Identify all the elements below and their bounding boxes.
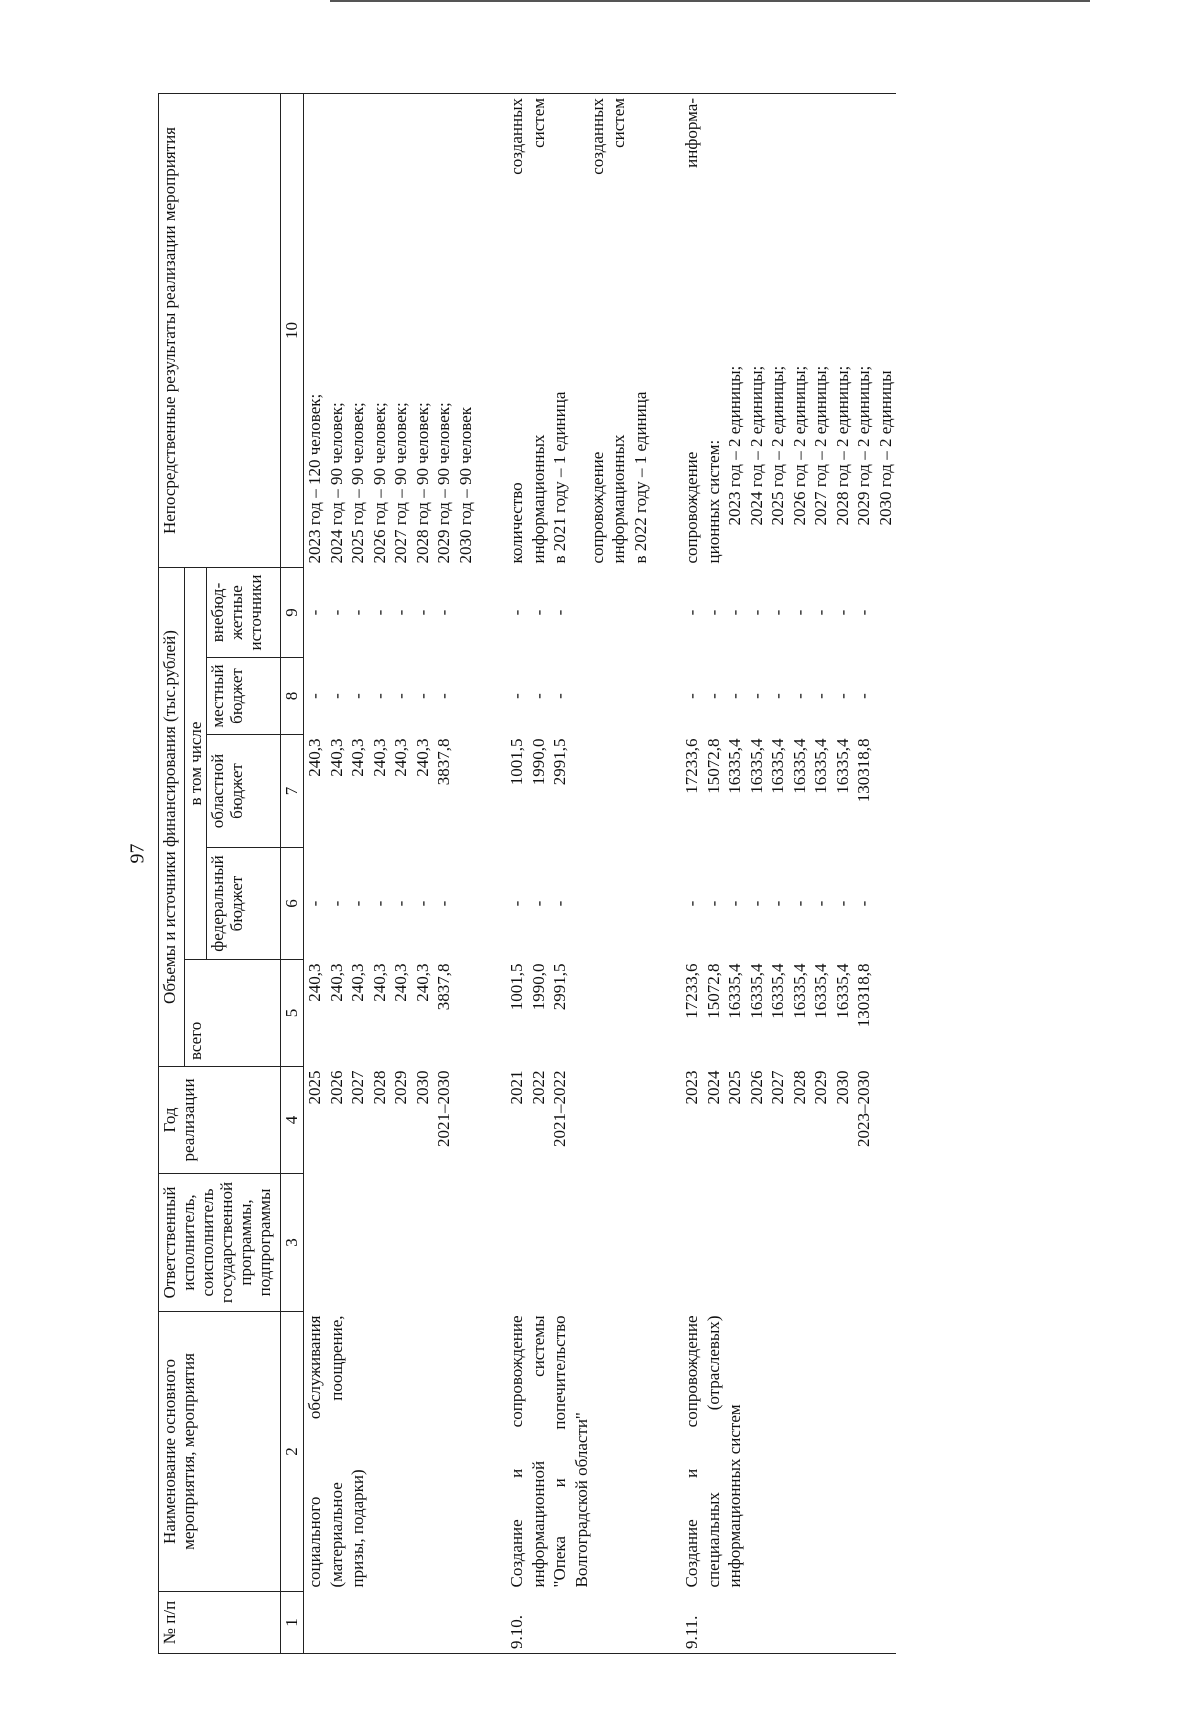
column-number-9: 9 [281, 568, 304, 658]
federal-value: - [507, 900, 526, 907]
scan-edge-line [330, 0, 1090, 2]
name-line: (материальное поощрение, [326, 1315, 346, 1588]
header-num: № п/п [159, 1592, 281, 1654]
total-value: 240,3 [391, 963, 410, 1002]
row-number: 9.10. [506, 1592, 651, 1654]
total-value: 240,3 [348, 963, 367, 1002]
name-line: информационной системы [528, 1315, 548, 1588]
spacer-cell [651, 1592, 681, 1654]
col-regional [304, 735, 477, 848]
extra-value: - [550, 609, 569, 616]
column-numbers-row [281, 94, 304, 1654]
result-line: в 2022 году – 1 единица [630, 391, 650, 564]
page-number: 97 [126, 843, 149, 864]
name-line: призы, подарки) [348, 1469, 367, 1588]
column-number-6: 6 [281, 848, 304, 960]
years-value: 2028 [369, 1070, 389, 1105]
spacer-cell [651, 1067, 681, 1174]
extra-value: - [348, 609, 367, 616]
local-value: - [811, 693, 830, 699]
program-table [158, 93, 896, 1654]
extra-value: - [789, 609, 809, 616]
result-line: 2029 год – 2 единицы; [854, 365, 873, 526]
total-value: 240,3 [305, 963, 324, 1002]
local-value: - [789, 693, 809, 699]
spacer-cell [476, 568, 506, 658]
result-text [506, 94, 651, 568]
total-value: 15072,8 [703, 963, 723, 1019]
total-value: 16335,4 [746, 963, 766, 1019]
col-extra [681, 568, 896, 658]
col-extra [506, 568, 651, 658]
federal-value: - [326, 900, 346, 907]
name-line: Создание и сопровождение [507, 1315, 526, 1588]
years-value: 2026 [746, 1070, 766, 1105]
result-line: 2025 год – 90 человек; [348, 402, 367, 564]
col-regional [681, 735, 896, 848]
spacer-cell [651, 1174, 681, 1312]
name-line: информационных систем [725, 1404, 744, 1588]
extra-value: - [434, 609, 453, 616]
local-value: - [528, 693, 548, 699]
local-value: - [703, 693, 723, 699]
regional-value: 240,3 [326, 738, 346, 777]
extra-value: - [832, 609, 852, 616]
federal-value: - [682, 900, 701, 907]
regional-value: 16335,4 [811, 738, 830, 794]
federal-value: - [725, 900, 744, 907]
column-number-3: 3 [281, 1174, 304, 1312]
col-years [304, 1067, 477, 1174]
spacer-cell [476, 735, 506, 848]
years-value: 2023 [682, 1070, 701, 1105]
header-total: всего [185, 960, 281, 1067]
federal-value: - [703, 900, 723, 907]
federal-value: - [369, 900, 389, 907]
total-value: 1990,0 [528, 963, 548, 1011]
regional-value: 130318,8 [854, 738, 873, 803]
local-value: - [369, 693, 389, 699]
regional-value: 17233,6 [682, 738, 701, 794]
result-line: 2029 год – 90 человек; [434, 402, 453, 564]
result-line: 2025 год – 2 единицы; [768, 365, 787, 526]
extra-value: - [412, 609, 432, 616]
column-number-2: 2 [281, 1312, 304, 1592]
regional-value: 16335,4 [832, 738, 852, 794]
extra-value: - [811, 609, 830, 616]
total-value: 1001,5 [507, 963, 526, 1011]
extra-value: - [507, 609, 526, 616]
total-value: 16335,4 [811, 963, 830, 1019]
extra-value: - [854, 609, 873, 616]
total-value: 240,3 [369, 963, 389, 1002]
col-federal [506, 848, 651, 960]
spacer-cell [476, 1592, 506, 1654]
federal-value: - [434, 900, 453, 907]
result-line: в 2021 году – 1 единица [550, 391, 569, 564]
regional-value: 1990,0 [528, 738, 548, 786]
column-number-7: 7 [281, 735, 304, 848]
result-line: информационных систем [609, 98, 628, 564]
col-years [681, 1067, 896, 1174]
total-value: 3837,8 [434, 963, 453, 1011]
years-value: 2023–2030 [854, 1070, 873, 1147]
federal-value: - [768, 900, 787, 907]
spacer-cell [651, 568, 681, 658]
local-value: - [391, 693, 410, 699]
years-value: 2030 [832, 1070, 852, 1105]
table-row [506, 94, 651, 1654]
extra-value: - [768, 609, 787, 616]
col-federal [304, 848, 477, 960]
total-value: 16335,4 [789, 963, 809, 1019]
result-line: сопровождение созданных [587, 98, 607, 564]
local-value: - [550, 693, 569, 699]
header-regional: областной бюджет [207, 735, 281, 848]
col-federal [681, 848, 896, 960]
federal-value: - [528, 900, 548, 907]
measure-name [506, 1312, 651, 1592]
column-number-1: 1 [281, 1592, 304, 1654]
years-value: 2025 [725, 1070, 744, 1105]
column-number-10: 10 [281, 94, 304, 568]
local-value: - [434, 693, 453, 699]
spacer-cell [651, 848, 681, 960]
total-value: 2991,5 [550, 963, 569, 1011]
spacer-cell [651, 735, 681, 848]
extra-value: - [746, 609, 766, 616]
regional-value: 240,3 [412, 738, 432, 777]
federal-value: - [412, 900, 432, 907]
row-spacer [476, 94, 506, 1654]
federal-value: - [854, 900, 873, 907]
result-line: 2028 год – 2 единицы; [832, 365, 852, 526]
regional-value: 240,3 [348, 738, 367, 777]
spacer-cell [651, 94, 681, 568]
local-value: - [832, 693, 852, 699]
years-value: 2026 [326, 1070, 346, 1105]
local-value: - [326, 693, 346, 699]
table-header [159, 94, 281, 1654]
spacer-cell [651, 1312, 681, 1592]
total-value: 16335,4 [725, 963, 744, 1019]
extra-value: - [725, 609, 744, 616]
local-value: - [682, 693, 701, 699]
local-value: - [305, 693, 324, 699]
local-value: - [768, 693, 787, 699]
spacer-cell [476, 658, 506, 735]
header-name: Наименование основного мероприятия, мероприятия [159, 1312, 281, 1592]
spacer-cell [476, 1312, 506, 1592]
federal-value: - [305, 900, 324, 907]
total-value: 17233,6 [682, 963, 701, 1019]
regional-value: 240,3 [369, 738, 389, 777]
federal-value: - [550, 900, 569, 907]
table-row [304, 94, 477, 1654]
executor [681, 1174, 896, 1312]
result-line: 2027 год – 2 единицы; [811, 365, 830, 526]
result-gap [571, 98, 587, 564]
spacer-cell [476, 1174, 506, 1312]
local-value: - [725, 693, 744, 699]
federal-value: - [789, 900, 809, 907]
measure-name [304, 1312, 477, 1592]
result-line: 2023 год – 120 человек; [305, 393, 324, 564]
spacer-cell [651, 960, 681, 1067]
local-value: - [746, 693, 766, 699]
years-value: 2021–2022 [550, 1070, 569, 1147]
years-value: 2022 [528, 1070, 548, 1105]
years-value: 2029 [811, 1070, 830, 1105]
years-value: 2027 [348, 1070, 367, 1105]
result-text [681, 94, 896, 568]
result-line: 2026 год – 90 человек; [369, 402, 389, 564]
federal-value: - [832, 900, 852, 907]
header-federal: федеральный бюджет [207, 848, 281, 960]
regional-value: 16335,4 [768, 738, 787, 794]
executor [304, 1174, 477, 1312]
result-text [304, 94, 477, 568]
header-including: в том числе [185, 568, 207, 960]
extra-value: - [703, 609, 723, 616]
column-number-8: 8 [281, 658, 304, 735]
name-line: специальных (отраслевых) [703, 1315, 723, 1588]
header-extra: внебюд-жетные источники [207, 568, 281, 658]
name-line: "Опека и попечительство [550, 1315, 569, 1588]
result-line: 2023 год – 2 единицы; [725, 365, 744, 526]
extra-value: - [305, 609, 324, 616]
regional-value: 240,3 [391, 738, 410, 777]
extra-value: - [391, 609, 410, 616]
col-total [304, 960, 477, 1067]
total-value: 240,3 [412, 963, 432, 1002]
years-value: 2024 [703, 1070, 723, 1105]
total-value: 240,3 [326, 963, 346, 1002]
header-executor: Ответственный исполнитель, соисполнитель государственной программы, подпрограммы [159, 1174, 281, 1312]
col-years [506, 1067, 651, 1174]
regional-value: 3837,8 [434, 738, 453, 786]
regional-value: 2991,5 [550, 738, 569, 786]
table-body [281, 94, 897, 1654]
federal-value: - [348, 900, 367, 907]
column-number-4: 4 [281, 1067, 304, 1174]
header-result: Непосредственные результаты реализации мероприятия [159, 94, 281, 568]
regional-value: 15072,8 [703, 738, 723, 794]
result-line: сопровождение информа- [682, 98, 701, 564]
name-line: Создание и сопровождение [682, 1315, 701, 1588]
local-value: - [854, 693, 873, 699]
local-value: - [412, 693, 432, 699]
spacer-cell [651, 658, 681, 735]
result-line: 2030 год – 90 человек [455, 406, 475, 564]
spacer-cell [476, 960, 506, 1067]
extra-value: - [326, 609, 346, 616]
result-line: 2024 год – 2 единицы; [746, 365, 766, 526]
executor [506, 1174, 651, 1312]
years-value: 2029 [391, 1070, 410, 1105]
col-local [304, 658, 477, 735]
years-value: 2027 [768, 1070, 787, 1105]
table-row [681, 94, 896, 1654]
col-extra [304, 568, 477, 658]
row-spacer [651, 94, 681, 1654]
regional-value: 16335,4 [725, 738, 744, 794]
header-local: местный бюджет [207, 658, 281, 735]
years-value: 2028 [789, 1070, 809, 1105]
measure-name [681, 1312, 896, 1592]
years-value: 2025 [305, 1070, 324, 1105]
federal-value: - [391, 900, 410, 907]
federal-value: - [746, 900, 766, 907]
result-line: ционных систем: [703, 439, 723, 564]
header-funding: Объемы и источники финансирования (тыс.рублей) [159, 568, 185, 1067]
name-line: социального обслуживания [305, 1315, 324, 1588]
result-line: 2030 год – 2 единицы [875, 370, 895, 526]
regional-value: 16335,4 [746, 738, 766, 794]
spacer-cell [476, 848, 506, 960]
result-line: 2024 год – 90 человек; [326, 402, 346, 564]
years-value: 2021–2030 [434, 1070, 453, 1147]
spacer-cell [476, 1067, 506, 1174]
row-number [304, 1592, 477, 1654]
extra-value: - [528, 609, 548, 616]
header-year: Год реализации [159, 1067, 281, 1174]
regional-value: 240,3 [305, 738, 324, 777]
result-line: 2028 год – 90 человек; [412, 402, 432, 564]
total-value: 16335,4 [768, 963, 787, 1019]
extra-value: - [369, 609, 389, 616]
federal-value: - [811, 900, 830, 907]
result-line: информационных систем [528, 98, 548, 564]
result-line: 2026 год – 2 единицы; [789, 365, 809, 526]
table-frame [158, 94, 895, 1654]
total-value: 16335,4 [832, 963, 852, 1019]
result-line: 2027 год – 90 человек; [391, 402, 410, 564]
spacer-cell [476, 94, 506, 568]
column-number-5: 5 [281, 960, 304, 1067]
local-value: - [348, 693, 367, 699]
regional-value: 1001,5 [507, 738, 526, 786]
col-total [506, 960, 651, 1067]
extra-value: - [682, 609, 701, 616]
col-regional [506, 735, 651, 848]
col-local [681, 658, 896, 735]
col-total [681, 960, 896, 1067]
years-value: 2030 [412, 1070, 432, 1105]
local-value: - [507, 693, 526, 699]
regional-value: 16335,4 [789, 738, 809, 794]
years-value: 2021 [507, 1070, 526, 1105]
row-number: 9.11. [681, 1592, 896, 1654]
total-value: 130318,8 [854, 963, 873, 1028]
name-line: Волгоградской области" [571, 1412, 591, 1588]
col-local [506, 658, 651, 735]
result-line: количество созданных [507, 98, 526, 564]
